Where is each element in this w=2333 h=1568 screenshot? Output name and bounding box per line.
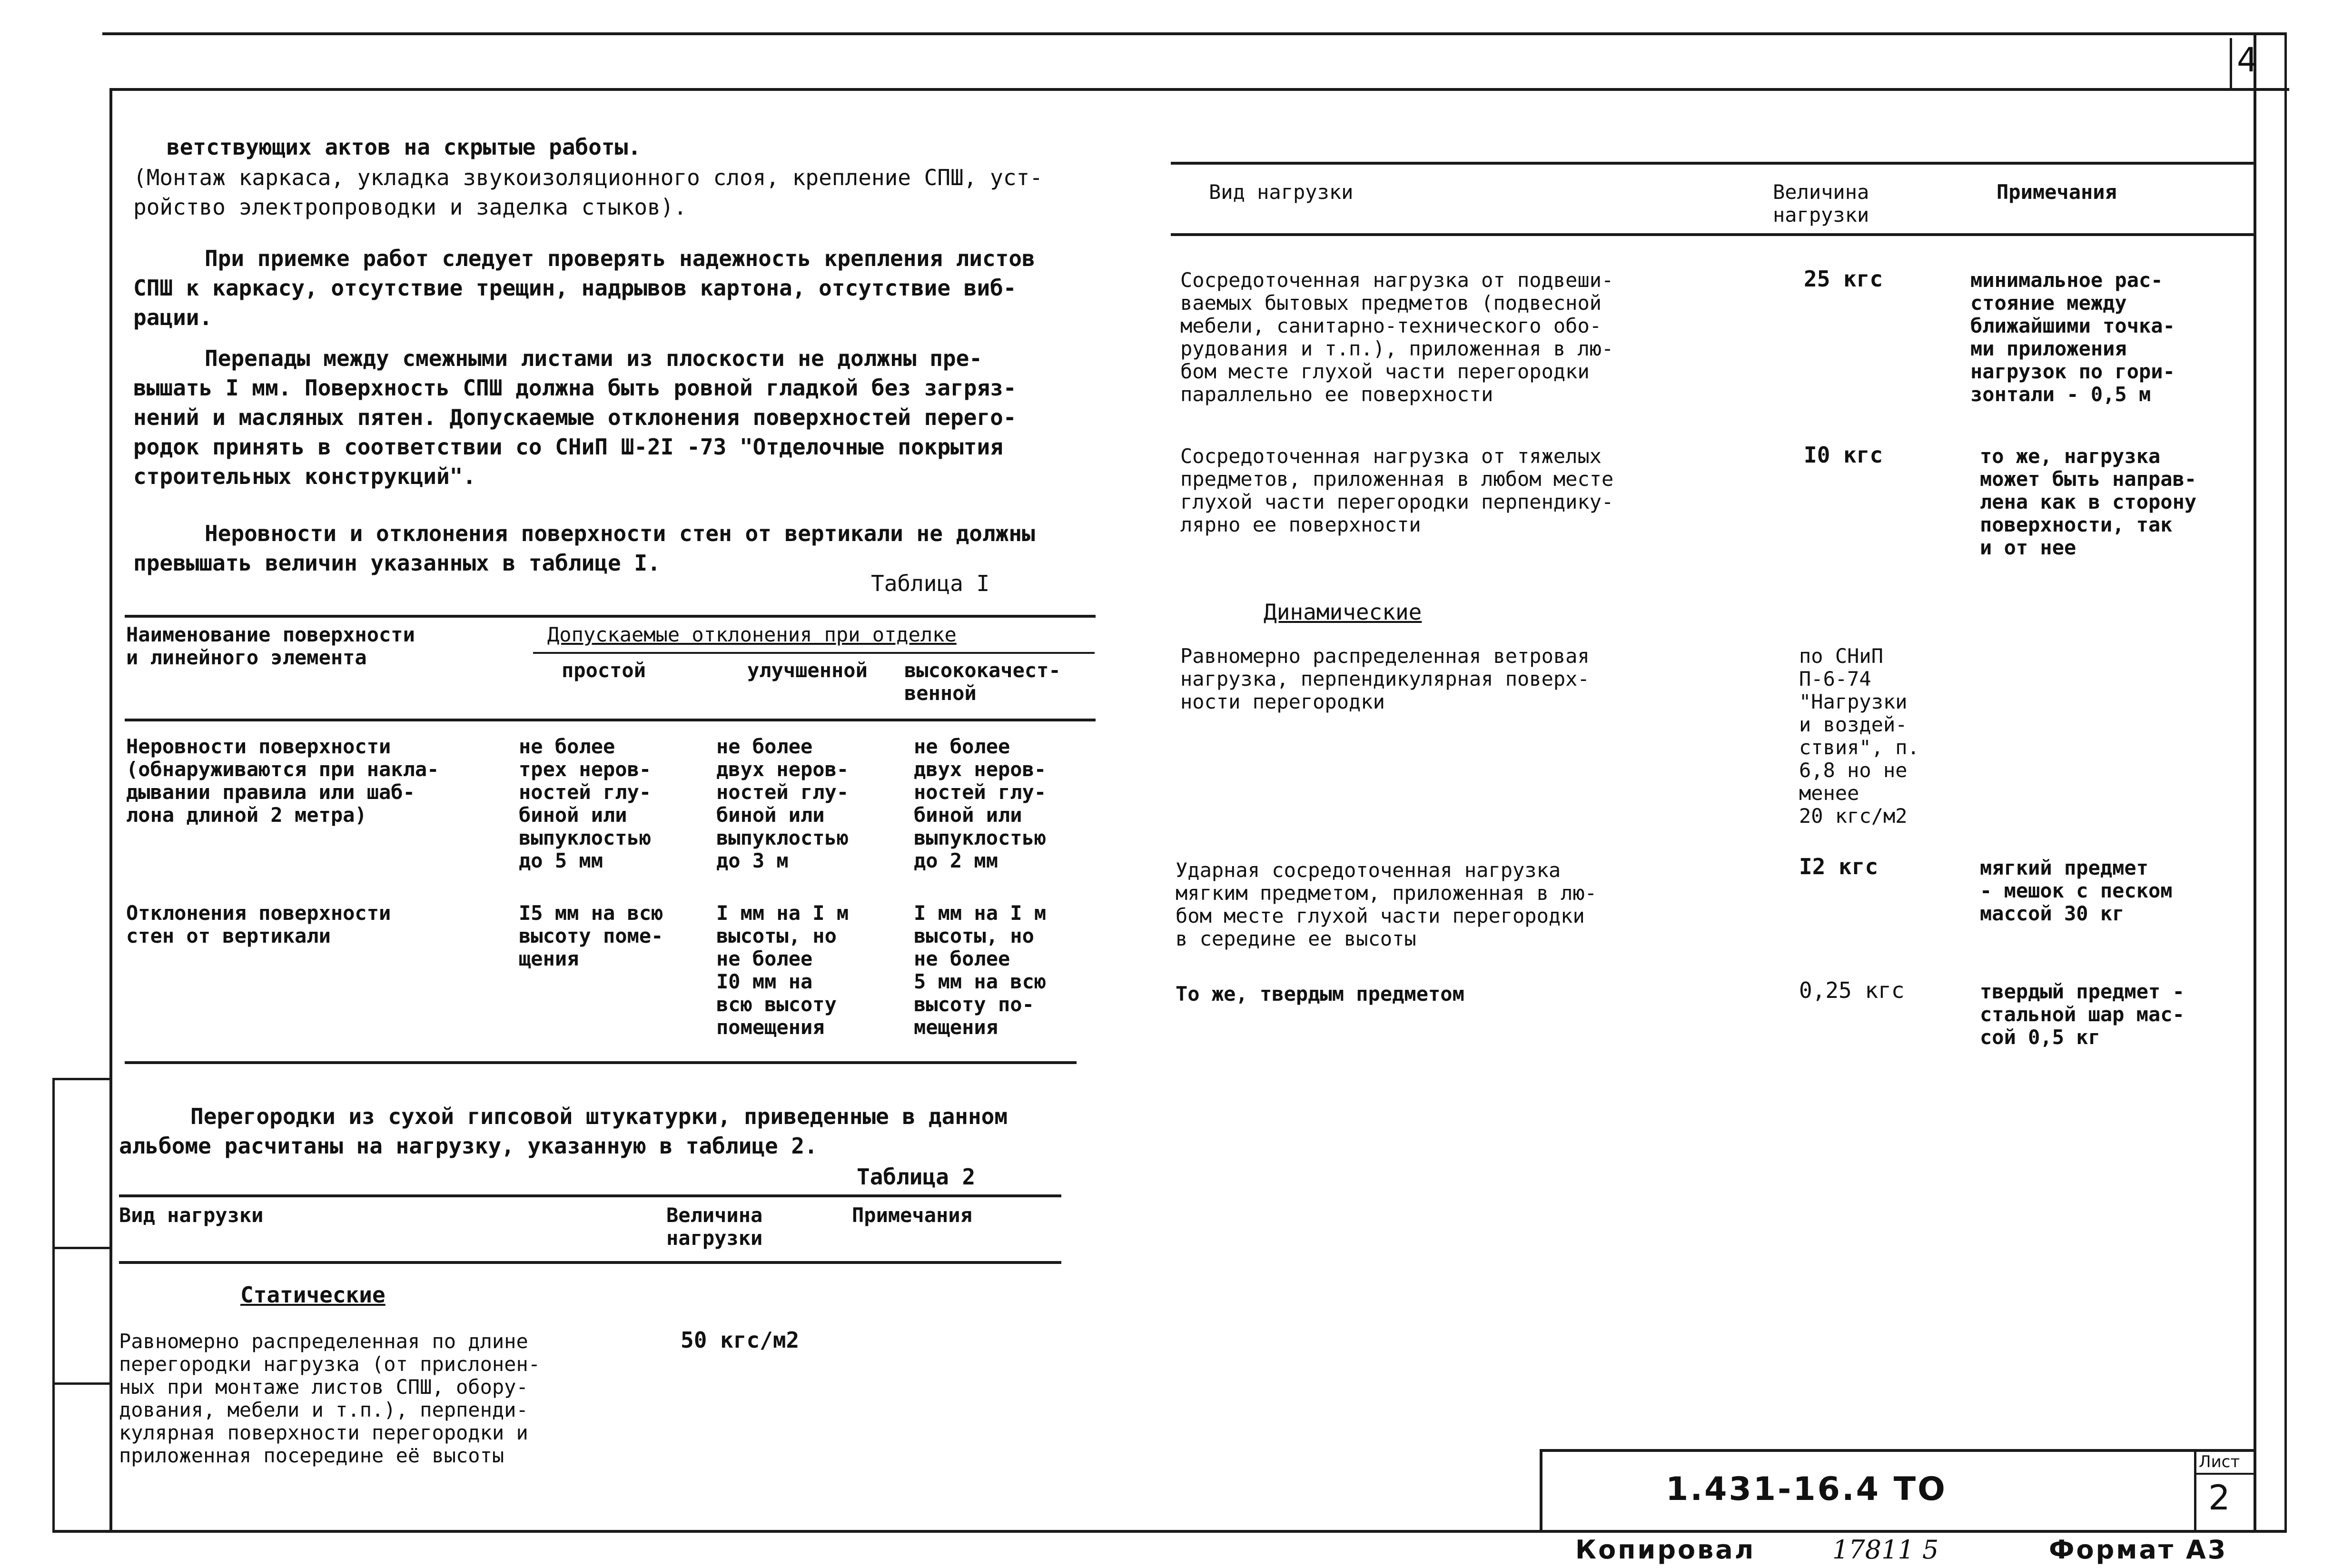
table1-bottom-rule bbox=[125, 1061, 1077, 1064]
binding-strip-mark bbox=[52, 1382, 109, 1385]
frame-bottom-line bbox=[52, 1530, 2287, 1533]
footer-copied: Копировал bbox=[1575, 1535, 1756, 1565]
table2c-dyn-type: Ударная сосредоточенная нагрузка мягким предметом, приложенная в лю- бом месте глухой части перегородки в середине ее высоты bbox=[1176, 858, 1597, 950]
table1-row-simple: не более трех неров- ностей глу- биной или выпуклостью до 5 мм bbox=[519, 735, 652, 872]
binding-strip-mark bbox=[52, 1247, 109, 1249]
top-outer-line bbox=[102, 32, 2287, 35]
binding-strip-mark bbox=[52, 1078, 109, 1080]
intro-line: ветствующих актов на скрытые работы. bbox=[167, 134, 641, 160]
intro-paragraph: (Монтаж каркаса, укладка звукоизоляционного слоя, крепление СПШ, уст- ройство электропроводки и заделка стыков). bbox=[133, 165, 1043, 220]
table2-header-note: Примечания bbox=[852, 1203, 972, 1227]
stamp-code: 1.431-16.4 ТО bbox=[1666, 1470, 1947, 1508]
table1-row-name: Отклонения поверхности стен от вертикали bbox=[126, 901, 391, 947]
table1-header-group: Допускаемые отклонения при отделке bbox=[547, 623, 957, 646]
table1-col-high: высококачест- венной bbox=[904, 659, 1061, 705]
table2-static-type: Равномерно распределенная по длине перегородки нагрузка (от прислонен- ных при монтаже листов СПШ, обору- дования, мебели и т.п.), перпенди- кулярная поверхности перегородки и приложенная посередине её высоты bbox=[119, 1330, 541, 1467]
table2c-row-note: минимальное рас- стояние между ближайшими точка- ми приложения нагрузок по гори- зонтали - 0,5 м bbox=[1970, 268, 2175, 406]
table2-header-rule bbox=[119, 1261, 1061, 1264]
page-number: 4 bbox=[2237, 40, 2258, 79]
table2-section-static: Статические bbox=[240, 1282, 386, 1308]
table2c-header-type: Вид нагрузки bbox=[1209, 180, 1354, 204]
table1-col-simple: простой bbox=[562, 659, 646, 682]
table2c-dyn-note: мягкий предмет - мешок с песком массой 30 кг bbox=[1980, 856, 2173, 925]
table1-group-rule bbox=[533, 652, 1095, 654]
table2c-row-type: Сосредоточенная нагрузка от тяжелых предметов, приложенная в любом месте глухой части перегородки перпендику- лярно ее поверхности bbox=[1180, 444, 1614, 536]
footer-number: 17811 5 bbox=[1832, 1535, 1939, 1565]
frame-top-line bbox=[109, 88, 2289, 91]
frame-right-line bbox=[2254, 32, 2256, 1531]
table2c-dyn-type: То же, твердым предметом bbox=[1176, 982, 1464, 1006]
table2-caption: Таблица 2 bbox=[857, 1164, 976, 1190]
table2c-row-value: I0 кгс bbox=[1804, 442, 1883, 468]
table2-static-value: 50 кгс/м2 bbox=[681, 1327, 800, 1353]
footer-format: Формат А3 bbox=[2049, 1535, 2228, 1565]
table2c-top-rule bbox=[1171, 162, 2254, 165]
deviation-paragraph: Перепады между смежными листами из плоскости не должны пре- вышать I мм. Поверхность СПШ должна быть ровной гладкой без загряз- нений и масляных пятен. Допускаемые отклонения поверхностей перего- родок принять в соответствии со СНиП Ш-2I -73 "Отделочные покрытия строительных конструкций". bbox=[133, 345, 1017, 489]
table2c-header-value: Величина нагрузки bbox=[1773, 180, 1869, 227]
table1-col-improved: улучшенной bbox=[747, 659, 868, 682]
table2c-dyn-value: по СНиП П-6-74 "Нагрузки и воздей- ствия", п. 6,8 но не менее 20 кгс/м2 bbox=[1799, 644, 1919, 828]
table2c-dyn-value: 0,25 кгс bbox=[1799, 977, 1905, 1003]
table2c-row-type: Сосредоточенная нагрузка от подвеши- ваемых бытовых предметов (подвесной мебели, санитарно-технического обо- рудования и т.п.), приложенная в лю- бом месте глухой части перегородки параллельно ее поверхности bbox=[1180, 268, 1614, 406]
roughness-paragraph: Неровности и отклонения поверхности стен от вертикали не должны превышать величин указанных в таблице I. bbox=[133, 521, 1035, 576]
frame-right-outer-line bbox=[2284, 32, 2287, 1531]
table2-header-value: Величина нагрузки bbox=[666, 1203, 763, 1250]
table1-caption: Таблица I bbox=[871, 571, 990, 596]
stamp-sheet-rule bbox=[2194, 1449, 2196, 1532]
table1-row-simple: I5 мм на всю высоту поме- щения bbox=[519, 901, 663, 970]
stamp-sheet-label: Лист bbox=[2199, 1452, 2240, 1471]
table2-top-rule bbox=[119, 1194, 1061, 1197]
table2c-dyn-type: Равномерно распределенная ветровая нагрузка, перпендикулярная поверх- ности перегородки bbox=[1180, 644, 1590, 713]
table2c-header-note: Примечания bbox=[1997, 180, 2117, 204]
load-paragraph: Перегородки из сухой гипсовой штукатурки, приведенные в данном альбоме расчитаны на нагрузку, указанную в таблице 2. bbox=[119, 1104, 1008, 1159]
table2c-section-dynamic: Динамические bbox=[1264, 599, 1422, 625]
table2-header-type: Вид нагрузки bbox=[119, 1203, 264, 1227]
stamp-sheet-divider bbox=[2194, 1473, 2254, 1475]
table1-row-high: I мм на I м высоты, но не более 5 мм на всю высоту по- мещения bbox=[914, 901, 1047, 1039]
table2c-dyn-note: твердый предмет - стальной шар мас- сой 0,5 кг bbox=[1980, 980, 2185, 1049]
table1-top-rule bbox=[125, 615, 1096, 618]
table1-row-improved: I мм на I м высоты, но не более I0 мм на всю высоту помещения bbox=[716, 901, 849, 1039]
table1-row-name: Неровности поверхности (обнаруживаются при накла- дывании правила или шаб- лона длиной 2 метра) bbox=[126, 735, 439, 827]
binding-strip-line bbox=[52, 1078, 55, 1532]
table1-header-name: Наименование поверхности и линейного элемента bbox=[126, 623, 415, 669]
table2c-dyn-value: I2 кгс bbox=[1799, 854, 1878, 879]
stamp-top-rule bbox=[1540, 1449, 2254, 1452]
table2c-row-note: то же, нагрузка может быть направ- лена как в сторону поверхности, так и от нее bbox=[1980, 444, 2197, 559]
table2c-header-rule bbox=[1171, 233, 2254, 236]
table2c-row-value: 25 кгс bbox=[1804, 266, 1883, 292]
table1-row-high: не более двух неров- ностей глу- биной или выпуклостью до 2 мм bbox=[914, 735, 1047, 872]
frame-left-line bbox=[109, 88, 112, 1532]
stamp-left-rule bbox=[1540, 1449, 1542, 1532]
table1-row-improved: не более двух неров- ностей глу- биной или выпуклостью до 3 м bbox=[716, 735, 849, 872]
stamp-sheet-number: 2 bbox=[2208, 1478, 2230, 1518]
acceptance-paragraph: При приемке работ следует проверять надежность крепления листов СПШ к каркасу, отсутствие трещин, надрывов картона, отсутствие виб- рации. bbox=[133, 246, 1035, 330]
page-number-box-left bbox=[2230, 38, 2232, 88]
table1-header-rule bbox=[125, 719, 1096, 721]
